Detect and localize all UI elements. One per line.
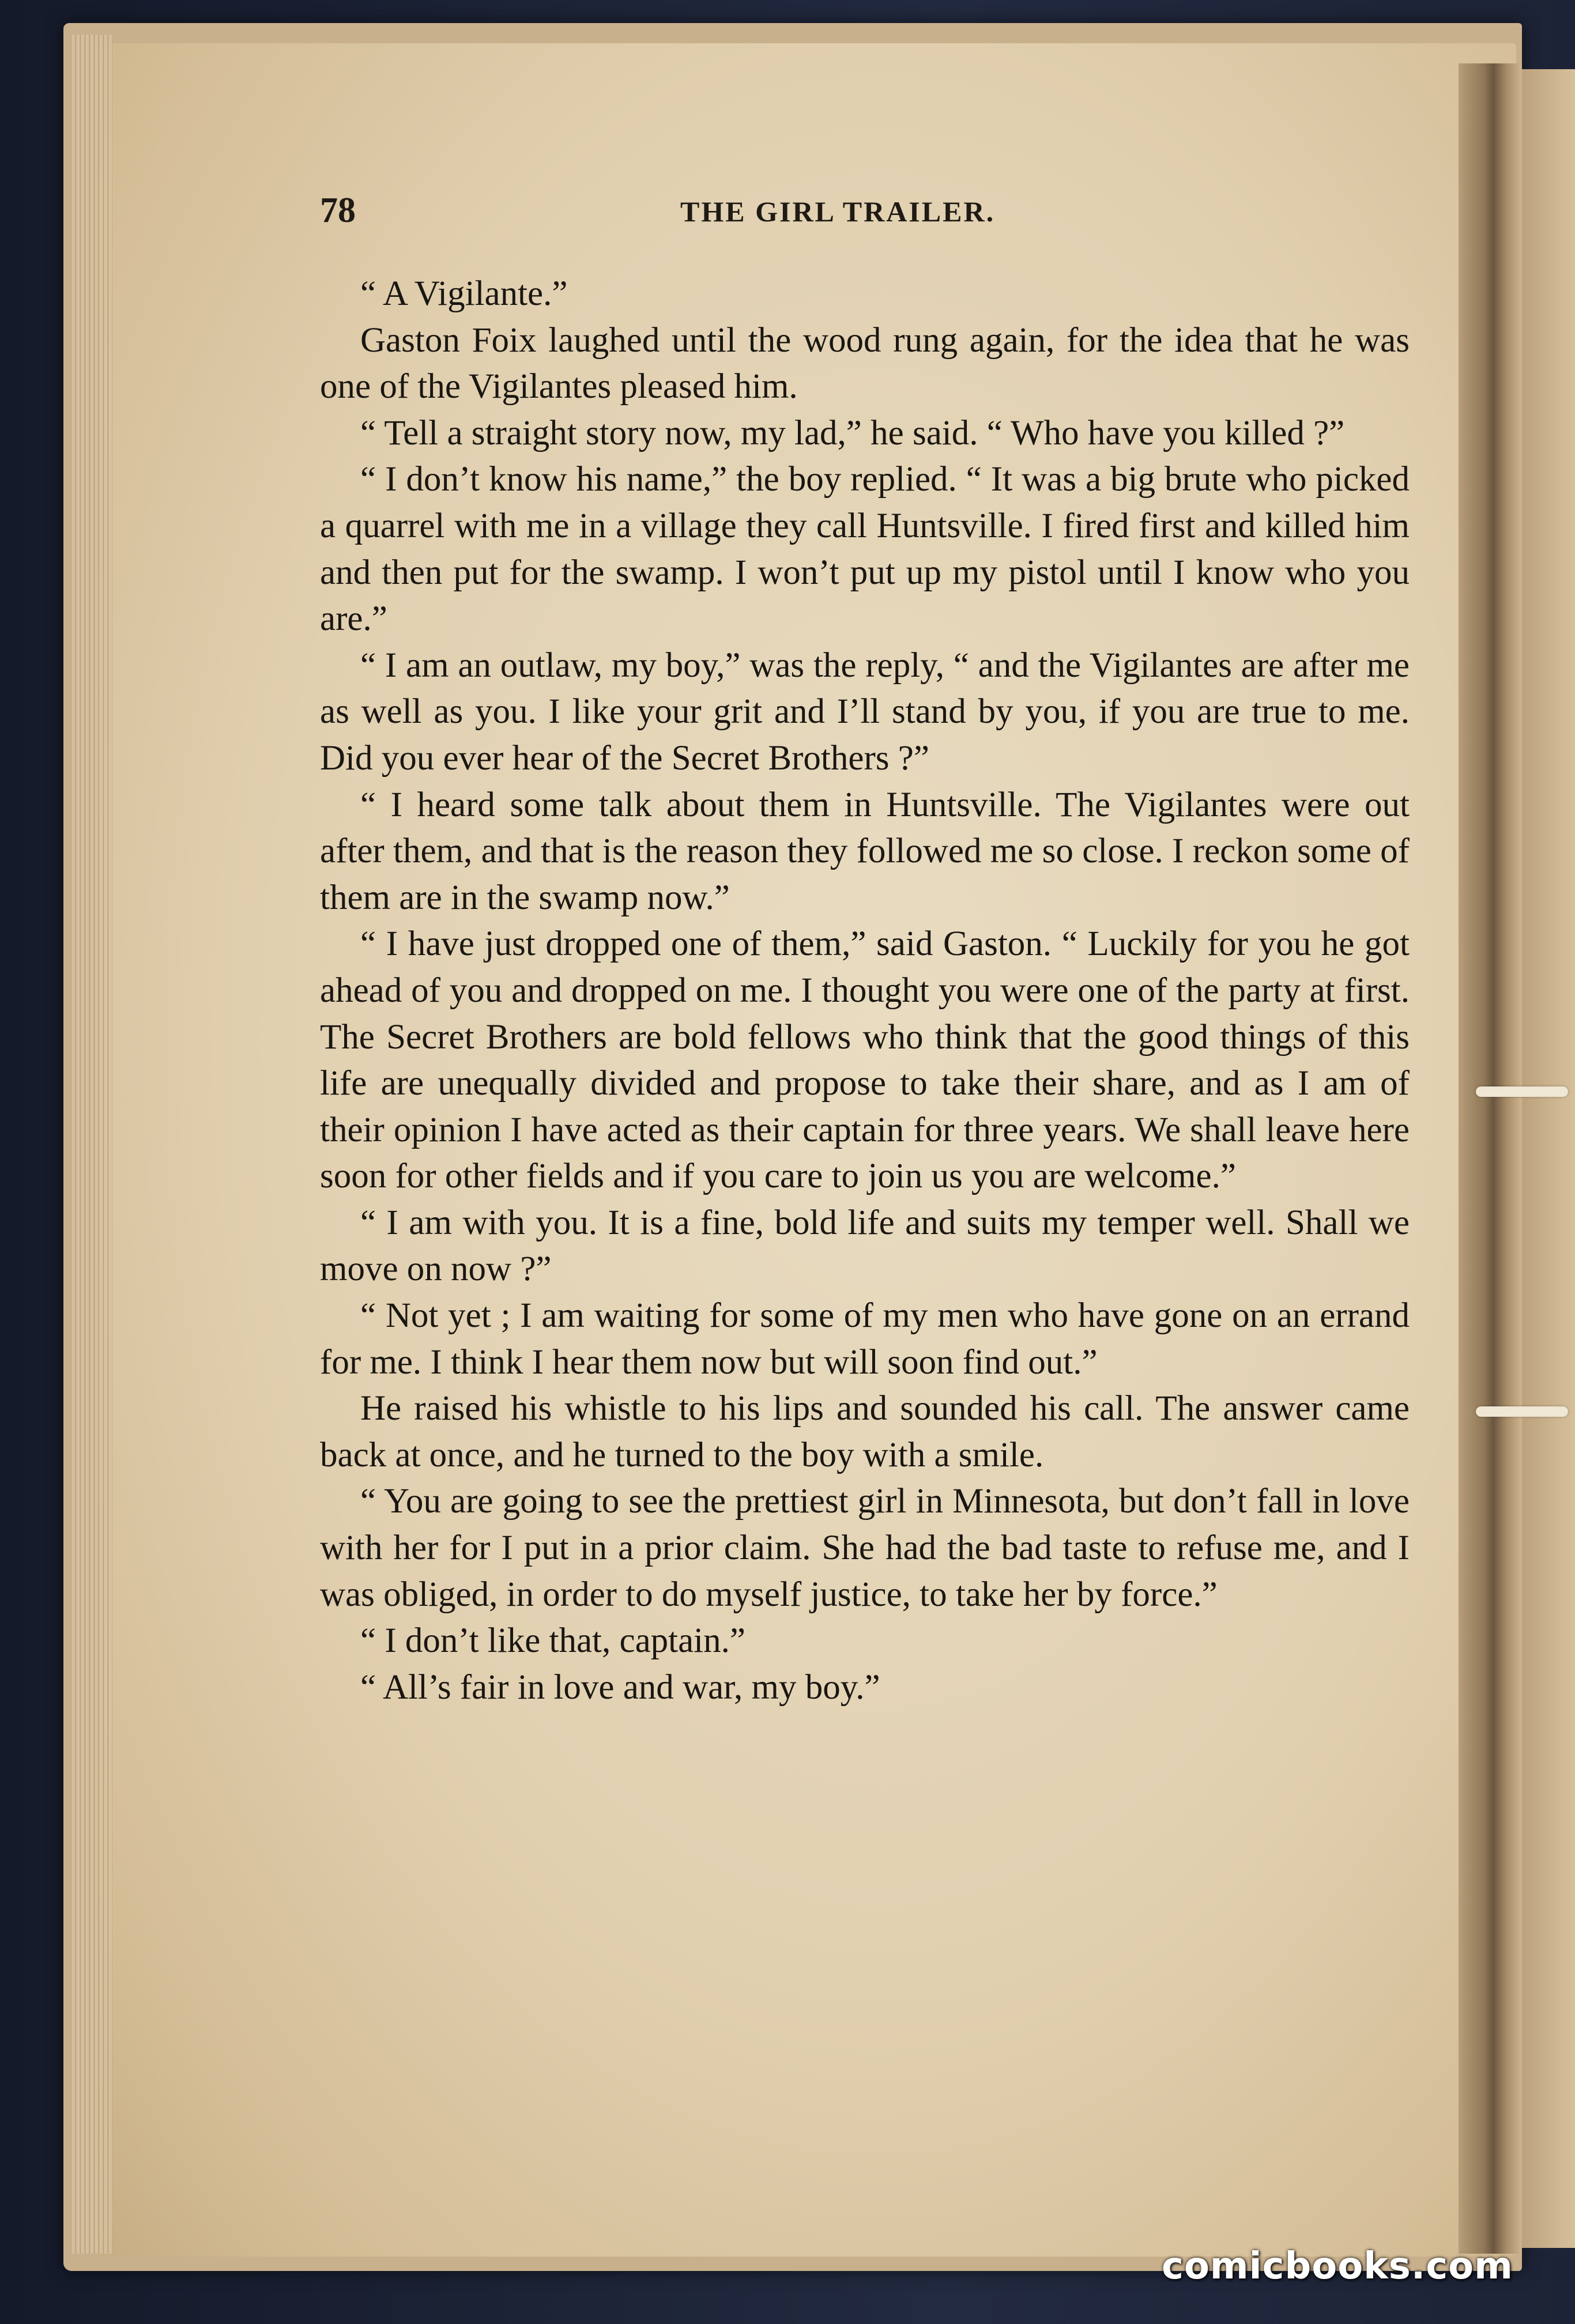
page-header xyxy=(0,190,1575,231)
binding-thread xyxy=(1476,1406,1568,1417)
paragraph: “ I heard some talk about them in Huntsville. The Vigilantes were out after them, and that is the reason they followed me so close. I reckon some of them are in the swamp now.” xyxy=(320,785,1410,917)
paragraph: “ A Vigilante.” xyxy=(360,274,568,313)
page-edges xyxy=(72,35,112,2254)
paragraph: “ I have just dropped one of them,” said Gaston. “ Luckily for you he got ahead of you and dropped on me. I thought you were one of the party at first. The Secret Brothers are bold fellows who think that the good things of this life are unequally divided and propose to take their share, and as I am of their opinion I have acted as their captain for three years. We shall leave here soon for other fields and if you care to join us you are welcome.” xyxy=(320,925,1410,1196)
facing-page-edge xyxy=(1522,69,1575,2248)
paragraph: “ All’s fair in love and war, my boy.” xyxy=(360,1667,880,1707)
page-number: 78 xyxy=(320,191,356,230)
paragraph: “ Not yet ; I am waiting for some of my men who have gone on an errand for me. I think I hear them now but will soon find out.” xyxy=(320,1296,1410,1382)
paragraph: “ You are going to see the prettiest girl in Minnesota, but don’t fall in love with her for I put in a prior claim. She had the bad taste to refuse me, and I was obliged, in order to do myself justice, to take her by force.” xyxy=(320,1482,1410,1614)
running-title: THE GIRL TRAILER. xyxy=(680,195,996,228)
watermark: comicbooks.com xyxy=(1162,2245,1513,2288)
paragraph: “ I am with you. It is a fine, bold life and suits my temper well. Shall we move on now ?” xyxy=(320,1203,1410,1289)
paragraph: Gaston Foix laughed until the wood rung again, for the idea that he was one of the Vigilantes pleased him. xyxy=(320,320,1410,406)
paragraph: “ I am an outlaw, my boy,” was the reply, “ and the Vigilantes are after me as well as you. I like your grit and I’ll stand by you, if you are true to me. Did you ever hear of the Secret Brothers ?” xyxy=(320,646,1410,778)
paragraph: “ I don’t like that, captain.” xyxy=(360,1621,745,1661)
body-text xyxy=(320,271,1410,1711)
paragraph: He raised his whistle to his lips and sounded his call. The answer came back at once, and he turned to the boy with a smile. xyxy=(320,1389,1410,1474)
binding-thread xyxy=(1476,1086,1568,1097)
paragraph: “ I don’t know his name,” the boy replied. “ It was a big brute who picked a quarrel with me in a village they call Huntsville. I fired first and killed him and then put for the swamp. I won’t put up my pistol until I know who you are.” xyxy=(320,460,1410,639)
book-gutter xyxy=(1459,63,1522,2254)
paragraph: “ Tell a straight story now, my lad,” he said. “ Who have you killed ?” xyxy=(360,413,1345,452)
